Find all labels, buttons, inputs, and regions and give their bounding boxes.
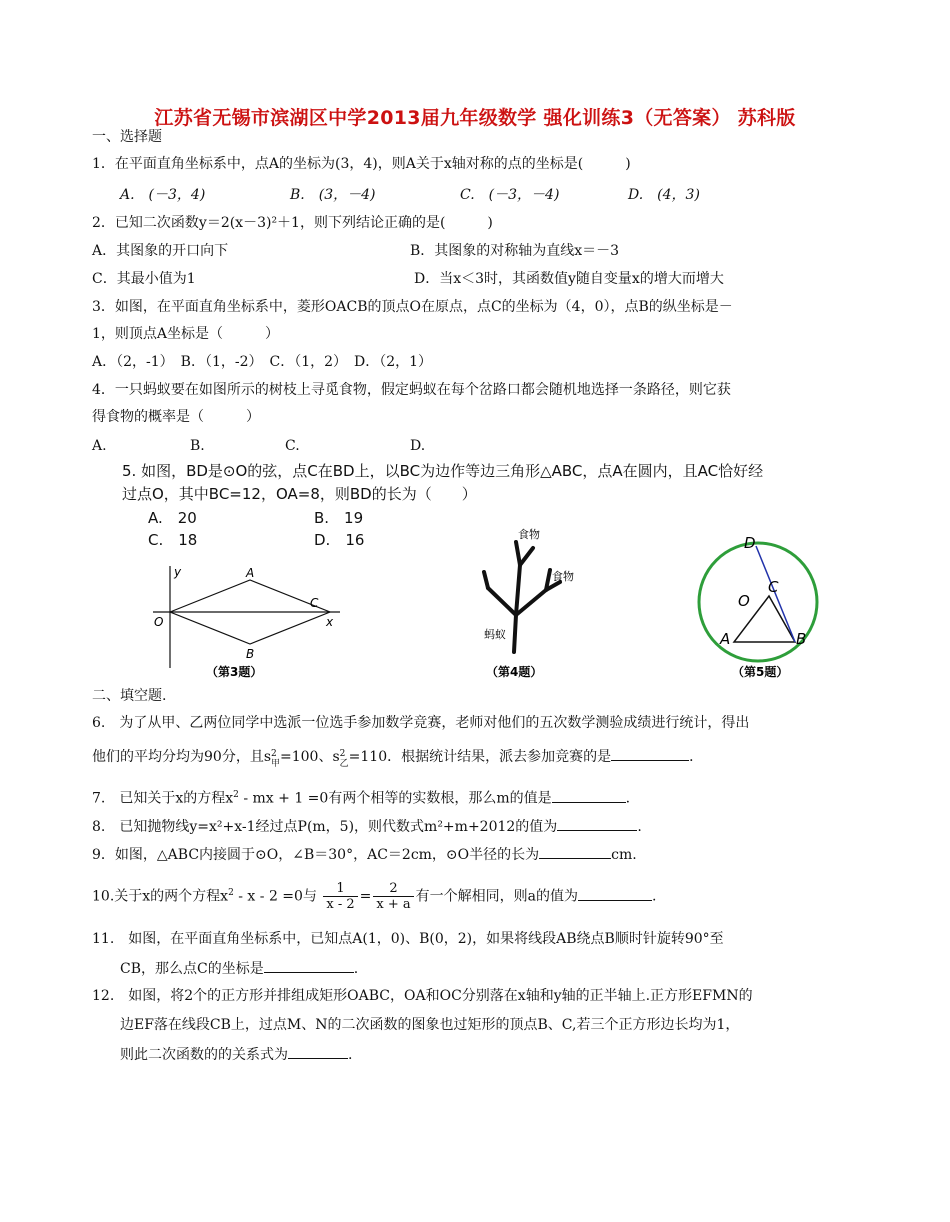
q6-s-jia: 2 甲 — [271, 749, 281, 769]
question-3-options: A．（2，-1） B．（1，-2） C．（1，2） D．（2，1） — [92, 354, 433, 370]
food-label-top: 食物 — [518, 528, 540, 541]
question-5-stem-line1: 5. 如图，BD是⊙O的弦，点C在BD上，以BC为边作等边三角形△ABC，点A在圆内，且AC恰好经 — [122, 462, 764, 480]
section-heading-choice: 一、选择题 — [92, 129, 162, 145]
question-2-option-d: D．当x＜3时，其函数值y随自变量x的增大而增大 — [414, 271, 724, 287]
q6-text-c: =110．根据统计结果，派去参加竞赛的是 — [348, 749, 612, 765]
question-12-line2: 边EF落在线段CB上，过点M、N的二次函数的图象也过矩形的顶点B、C,若三个正方形边长均为1， — [120, 1017, 740, 1033]
label-c: C — [768, 578, 779, 596]
question-1-option-d: D. (4，3) — [628, 187, 700, 203]
question-11-line1: 11. 如图，在平面直角坐标系中，已知点A(1，0)、B(0，2)，如果将线段AB绕点B顺时针旋转90°至 — [92, 931, 724, 947]
question-3-stem-line1: 3．如图，在平面直角坐标系中，菱形OACB的顶点O在原点，点C的坐标为（4，0），点B的纵坐标是－ — [92, 299, 733, 315]
question-4-stem-line2: 得食物的概率是（ ） — [92, 409, 260, 425]
label-c: C — [310, 596, 319, 610]
question-5-option-d: D. 16 — [314, 531, 365, 549]
fraction-1-over-x-minus-2: $\frac{1}{x - 2}$ — [323, 881, 357, 912]
q9-answer-blank[interactable] — [539, 844, 611, 859]
question-1-option-b: B. (3，－4) — [290, 187, 376, 203]
question-11-line2: CB，那么点C的坐标是 . — [120, 958, 358, 978]
figure-5-caption: （第5题） — [732, 665, 789, 679]
ant-label: 蚂蚁 — [484, 628, 506, 641]
question-10: 10.关于x的两个方程$x^2 - x - 2 =0$与 $\frac{1}{x - 2}$ = $\frac{2}{x + a}$ 有一个解相同，则a的值为 . — [92, 881, 657, 913]
label-o: O — [738, 592, 750, 610]
question-7: 7. 已知关于x的方程$x^2$ - mx + 1 =0有两个相等的实数根，那么m的值是 . — [92, 786, 630, 808]
question-12-line1: 12. 如图，将2个的正方形并排组成矩形OABC，OA和OC分别落在x轴和y轴的正半轴上.正方形EFMN的 — [92, 988, 753, 1004]
question-1-option-c: C. (－3，－4) — [460, 187, 560, 203]
figure-4-caption: （第4题） — [486, 665, 543, 679]
question-5-option-c: C. 18 — [148, 531, 198, 549]
question-5-option-a: A. 20 — [148, 509, 197, 527]
food-label-right: 食物 — [552, 570, 574, 583]
q10-answer-blank[interactable] — [578, 886, 652, 901]
question-5-option-b: B. 19 — [314, 509, 364, 527]
question-4-option-c: C. — [285, 438, 300, 454]
q7-answer-blank[interactable] — [552, 788, 626, 803]
figure-4-tree — [458, 520, 608, 685]
q6-text-b: =100、s — [280, 749, 340, 765]
label-a: A — [246, 566, 255, 580]
label-x: x — [326, 615, 334, 629]
question-1-stem: 1．在平面直角坐标系中，点A的坐标为(3，4)，则A关于x轴对称的点的坐标是( ) — [92, 156, 631, 172]
q6-text-a: 他们的平均分均为90分，且s — [92, 749, 271, 765]
section-heading-fill: 二、填空题. — [92, 688, 167, 704]
figure-3-caption: （第3题） — [206, 665, 263, 679]
question-9: 9．如图，△ABC内接圆于⊙O，∠B＝30°，AC＝2cm，⊙O半径的长为 cm. — [92, 844, 637, 864]
q6-answer-blank[interactable] — [611, 746, 689, 761]
question-3-stem-line2: 1，则顶点A坐标是（ ） — [92, 326, 280, 342]
figure-5-circle — [690, 530, 830, 685]
question-4-stem-line1: 4．一只蚂蚁要在如图所示的树枝上寻觅食物，假定蚂蚁在每个岔路口都会随机地选择一条路径，则它获 — [92, 382, 731, 398]
label-y: y — [174, 565, 182, 579]
label-b: B — [246, 647, 255, 661]
question-5-stem-line2: 过点O，其中BC=12，OA=8，则BD的长为（ ） — [122, 485, 477, 503]
fraction-2-over-x-plus-a: $\frac{2}{x + a}$ — [373, 881, 413, 912]
question-6-line2: 他们的平均分均为90分，且s 2 甲=100、s 2 乙=110．根据统计结果，派去参加竞赛的是 ． — [92, 746, 703, 768]
label-d: D — [744, 534, 756, 552]
q6-s-yi: 2 乙 — [339, 749, 349, 769]
question-2-stem: 2．已知二次函数y＝2(x－3)²＋1，则下列结论正确的是( ) — [92, 215, 493, 231]
question-4-option-a: A. — [92, 438, 107, 454]
figure-3-rhombus — [148, 560, 348, 685]
label-b: B — [796, 630, 807, 648]
question-12-line3: 则此二次函数的的关系式为 . — [120, 1044, 352, 1064]
question-1-option-a: A. (－3，4) — [120, 187, 206, 203]
question-2-option-a: A．其图象的开口向下 — [92, 243, 229, 259]
label-o: O — [154, 615, 164, 629]
q12-answer-blank[interactable] — [288, 1044, 348, 1059]
question-6-line1: 6. 为了从甲、乙两位同学中选派一位选手参加数学竞赛，老师对他们的五次数学测验成绩进行统计，得出 — [92, 715, 750, 731]
question-2-option-c: C．其最小值为1 — [92, 271, 196, 287]
page-title: 江苏省无锡市滨湖区中学2013届九年级数学 强化训练3（无答案） 苏科版 — [154, 107, 796, 129]
question-4-option-d: D. — [410, 438, 426, 454]
q8-answer-blank[interactable] — [557, 816, 637, 831]
question-8: 8. 已知抛物线y=x²+x-1经过点P(m，5)，则代数式m²+m+2012的值为 . — [92, 816, 642, 836]
question-2-option-b: B．其图象的对称轴为直线x＝－3 — [410, 243, 620, 259]
label-a: A — [720, 630, 731, 648]
question-4-option-b: B. — [190, 438, 205, 454]
q11-answer-blank[interactable] — [264, 958, 354, 973]
